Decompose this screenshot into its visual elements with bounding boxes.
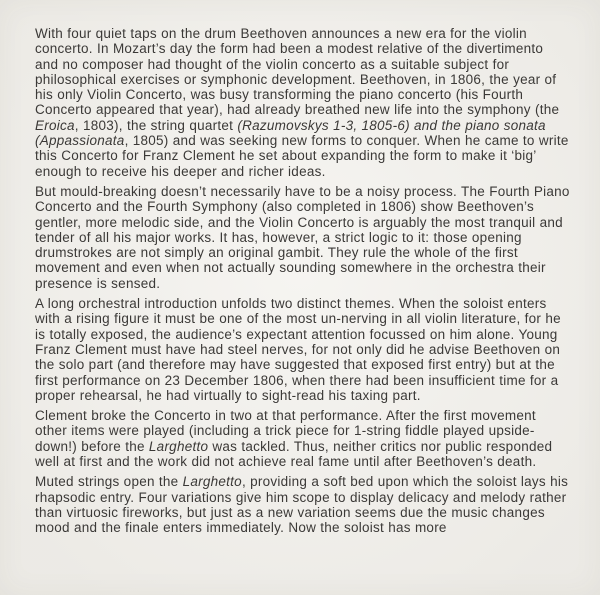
paragraph-5 — [35, 474, 570, 535]
text-run: , 1803), the string quartet — [74, 117, 238, 133]
liner-notes-text — [35, 26, 570, 536]
text-run: But mould-breaking doesn’t necessarily have to be a noisy process. The Fourth Piano Concerto and the Fourth Symphony (also completed in 1806) show Beethoven’s gentler, more melodic side, and the Violin Concerto is arguably the most tranquil and tender of all his major works. It has, however, a strict logic to it: those opening drumstrokes are not simply an original gambit. They rule the whole of the first movement and even when not actually sounding somewhere in the orchestra their presence is sensed. — [35, 183, 570, 291]
text-run: Clement broke the Concerto in two at that performance. After the first movement other items were played (including a trick piece for 1-string fiddle played upside-down!) before the — [35, 408, 536, 454]
paragraph-1 — [35, 26, 570, 179]
text-run: was tackled. Thus, neither critics nor public responded well at first and the work did not achieve real fame until after Beethoven’s death. — [35, 438, 553, 470]
text-run: With four quiet taps on the drum Beethoven announces a new era for the violin concerto. In Mozart’s day the form had been a modest relative of the divertimento and no composer had thought of the violin concerto as a suitable subject for philosophical exercises or symphonic development. Beethoven, in 1806, the year of his only Violin Concerto, was busy transforming the piano concerto (his Fourth Concerto appeared that year), had already breathed new life into the symphony (the — [35, 26, 560, 118]
italic-work-title: Eroica — [35, 117, 75, 133]
text-run: , 1805) and was seeking new forms to conquer. When he came to write this Concerto for Franz Clement he set about expanding the form to make it ‘big’ enough to receive his deeper and richer ideas. — [35, 133, 569, 179]
paragraph-4 — [35, 408, 570, 469]
text-run: A long orchestral introduction unfolds two distinct themes. When the soloist enters with a rising figure it must be one of the most un-nerving in all violin literature, for he is totally exposed, the audience’s expectant attention focussed on him alone. Young Franz Clement must have had steel nerves, for not only did he advise Beethoven on the solo part (and therefore may have suggested that exposed first entry) but at the first performance on 23 December 1806, when there had been insufficient time for a proper rehearsal, he had virtually to sight-read his taxing part. — [35, 296, 561, 403]
italic-work-title: (Razumovskys 1-3, 1805-6) and the piano sonata (Appassionata — [35, 117, 546, 149]
paragraph-2 — [35, 184, 570, 291]
text-run: , providing a soft bed upon which the soloist lays his rhapsodic entry. Four variations give him scope to display delicacy and melody rather than virtuosic fireworks, but just as a new variation seems due the music changes mood and the finale enters immediately. Now the soloist has more — [35, 474, 569, 536]
italic-work-title: Larghetto — [182, 474, 242, 490]
italic-work-title: Larghetto — [148, 438, 209, 454]
text-run: Muted strings open the — [35, 474, 183, 490]
paragraph-3 — [35, 296, 570, 403]
